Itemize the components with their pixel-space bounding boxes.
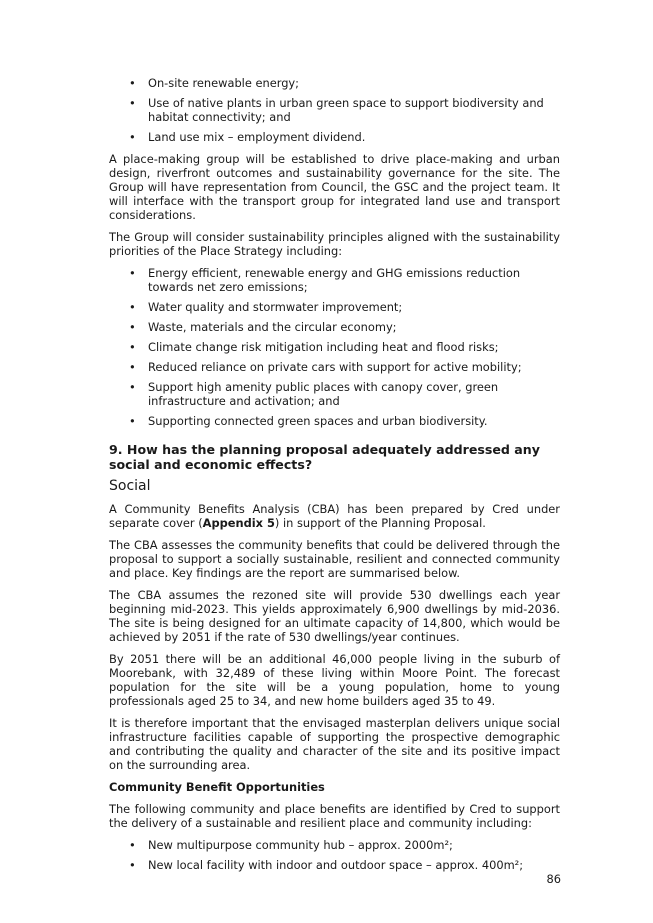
list-item-text: Water quality and stormwater improvement;	[148, 300, 403, 314]
list-item	[109, 300, 560, 314]
list-item-text: New local facility with indoor and outdoor space – approx. 400m²;	[148, 858, 524, 872]
list-item-text: New multipurpose community hub – approx. 2000m²;	[148, 838, 453, 852]
bullet-glyph: •	[129, 266, 136, 280]
bullet-glyph: •	[129, 858, 136, 872]
appendix-reference: Appendix 5	[202, 516, 275, 530]
cbo-heading: Community Benefit Opportunities	[109, 780, 325, 794]
list-item	[109, 414, 560, 428]
bullet-list-principles	[109, 266, 560, 428]
paragraph-dwellings: The CBA assumes the rezoned site will provide 530 dwellings each year beginning mid-2023. This yields approximately 6,900 dwellings by mid-2036. The site is being designed for an ultimate capacity of 14,800, which would be achieved by 2051 if the rate of 530 dwellings/year continues.	[109, 588, 560, 644]
list-item	[109, 76, 560, 90]
list-item	[109, 340, 560, 354]
bullet-glyph: •	[129, 320, 136, 334]
list-item	[109, 360, 560, 374]
list-item	[109, 320, 560, 334]
cba-text-after: ) in support of the Planning Proposal.	[274, 516, 486, 530]
question-heading: 9. How has the planning proposal adequately addressed any social and economic effects?	[109, 442, 540, 472]
bullet-glyph: •	[129, 414, 136, 428]
list-item-text: Reduced reliance on private cars with support for active mobility;	[148, 360, 522, 374]
list-item-text: Waste, materials and the circular economy;	[148, 320, 397, 334]
paragraph-group: The Group will consider sustainability principles aligned with the sustainability priorities of the Place Strategy including:	[109, 230, 560, 258]
bullet-list-top	[109, 76, 560, 144]
page-content	[109, 76, 560, 880]
page-number: 86	[546, 872, 561, 886]
paragraph-cbo: The following community and place benefits are identified by Cred to support the delivery of a sustainable and resilient place and community including:	[109, 802, 560, 830]
list-item-text: Land use mix – employment dividend.	[148, 130, 366, 144]
bullet-list-bottom	[109, 838, 560, 872]
bullet-glyph: •	[129, 300, 136, 314]
list-item	[109, 838, 560, 852]
list-item	[109, 380, 560, 408]
bullet-glyph: •	[129, 380, 136, 394]
list-item-text: Energy efficient, renewable energy and GHG emissions reduction towards net zero emissions;	[148, 266, 521, 294]
list-item	[109, 130, 560, 144]
list-item	[109, 96, 560, 124]
bullet-glyph: •	[129, 838, 136, 852]
bullet-glyph: •	[129, 130, 136, 144]
bullet-glyph: •	[129, 360, 136, 374]
list-item-text: Supporting connected green spaces and urban biodiversity.	[148, 414, 488, 428]
bullet-glyph: •	[129, 340, 136, 354]
bullet-glyph: •	[129, 96, 136, 110]
paragraph-placemaking: A place-making group will be established to drive place-making and urban design, riverfront outcomes and sustainability governance for the site. The Group will have representation from Council, the GSC and the project team. It will interface with the transport group for integrated land use and transport considerations.	[109, 152, 560, 222]
cba-text-before: A Community Benefits Analysis (CBA) has been prepared by Cred under separate cover (	[109, 502, 560, 530]
bullet-glyph: •	[129, 76, 136, 90]
paragraph-cba	[109, 502, 560, 530]
list-item-text: Climate change risk mitigation including heat and flood risks;	[148, 340, 499, 354]
list-item-text: Use of native plants in urban green space to support biodiversity and habitat connectivity; and	[148, 96, 544, 124]
paragraph-cba-assesses: The CBA assesses the community benefits that could be delivered through the proposal to support a socially sustainable, resilient and connected community and place. Key findings are the report are summarised below.	[109, 538, 560, 580]
list-item-text: Support high amenity public places with canopy cover, green infrastructure and activation; and	[148, 380, 499, 408]
list-item-text: On-site renewable energy;	[148, 76, 300, 90]
paragraph-population: By 2051 there will be an additional 46,000 people living in the suburb of Moorebank, with 32,489 of these living within Moore Point. The forecast population for the site will be a young population, home to young professionals aged 25 to 34, and new home builders aged 35 to 49.	[109, 652, 560, 708]
social-heading: Social	[109, 478, 151, 494]
list-item	[109, 858, 560, 872]
paragraph-masterplan: It is therefore important that the envisaged masterplan delivers unique social infrastructure facilities capable of supporting the prospective demographic and contributing the quality and character of the site and its positive impact on the surrounding area.	[109, 716, 560, 772]
list-item	[109, 266, 560, 294]
